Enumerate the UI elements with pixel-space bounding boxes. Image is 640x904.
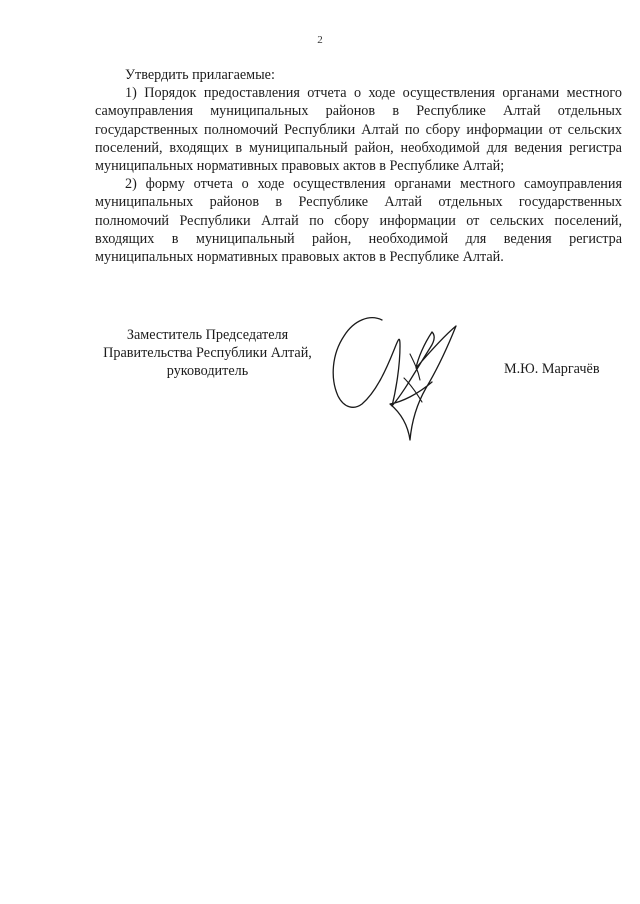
intro-paragraph: Утвердить прилагаемые: (125, 67, 275, 83)
position-line-3: руководитель (166, 363, 249, 380)
page-number: 2 (317, 34, 323, 46)
signatory-position (95, 326, 320, 381)
item-1-paragraph: 1) Порядок предоставления отчета о ходе осуществления органами местного самоуправления муниципальных районов в Республике Алтай отдельных государственных полномочий Республики Алтай по сбору информации от сельских поселений, входящих в муниципальный район, необходимой для ведения регистра муниципальных нормативных правовых актов в Республике Алтай; (95, 85, 622, 175)
position-line-1: Заместитель Председателя (126, 327, 289, 343)
item-2-paragraph: 2) форму отчета о ходе осуществления органами местного самоуправления муниципальных районов в Республике Алтай отдельных государственных полномочий Республики Алтай по сбору информации от сельских поселений, входящих в муниципальный район, необходимой для ведения регистра муниципальных нормативных правовых актов в Республике Алтай. (95, 176, 622, 266)
signer-name: М.Ю. Маргачёв (504, 361, 600, 377)
document-body (95, 66, 622, 266)
position-line-2: Правительства Республики Алтай, (103, 345, 312, 362)
handwritten-signature (320, 306, 480, 452)
